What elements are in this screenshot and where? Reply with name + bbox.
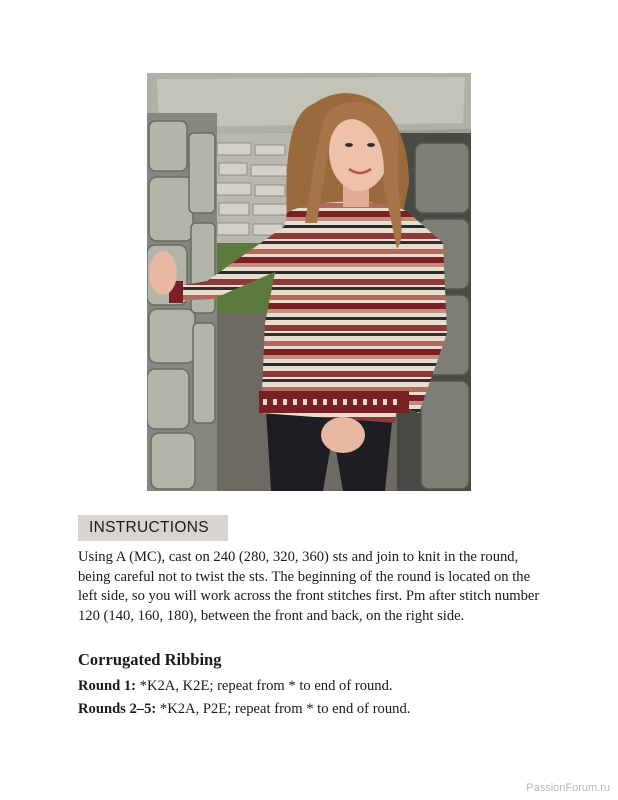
section-label-instructions: INSTRUCTIONS	[78, 515, 228, 541]
rounds-2-5-label: Rounds 2–5:	[78, 701, 157, 717]
sweater-photo	[147, 73, 471, 491]
rounds-2-5-line	[78, 700, 548, 719]
instructions-paragraph: Using A (MC), cast on 240 (280, 320, 360) sts and join to knit in the round, being careful not to twist the sts. The beginning of the round is located on the left side, so you will work across the front stitches first. Pm after stitch number 120 (140, 160, 180), between the front and back, on the right side.	[78, 549, 540, 624]
round-1-label: Round 1:	[78, 678, 136, 694]
corrugated-ribbing-heading: Corrugated Ribbing	[78, 650, 222, 669]
rounds-2-5-text: *K2A, P2E; repeat from * to end of round.	[156, 701, 411, 717]
round-1-line	[78, 677, 548, 696]
round-1-text: *K2A, K2E; repeat from * to end of round.	[136, 678, 393, 694]
watermark: PassionForum.ru	[526, 782, 610, 794]
